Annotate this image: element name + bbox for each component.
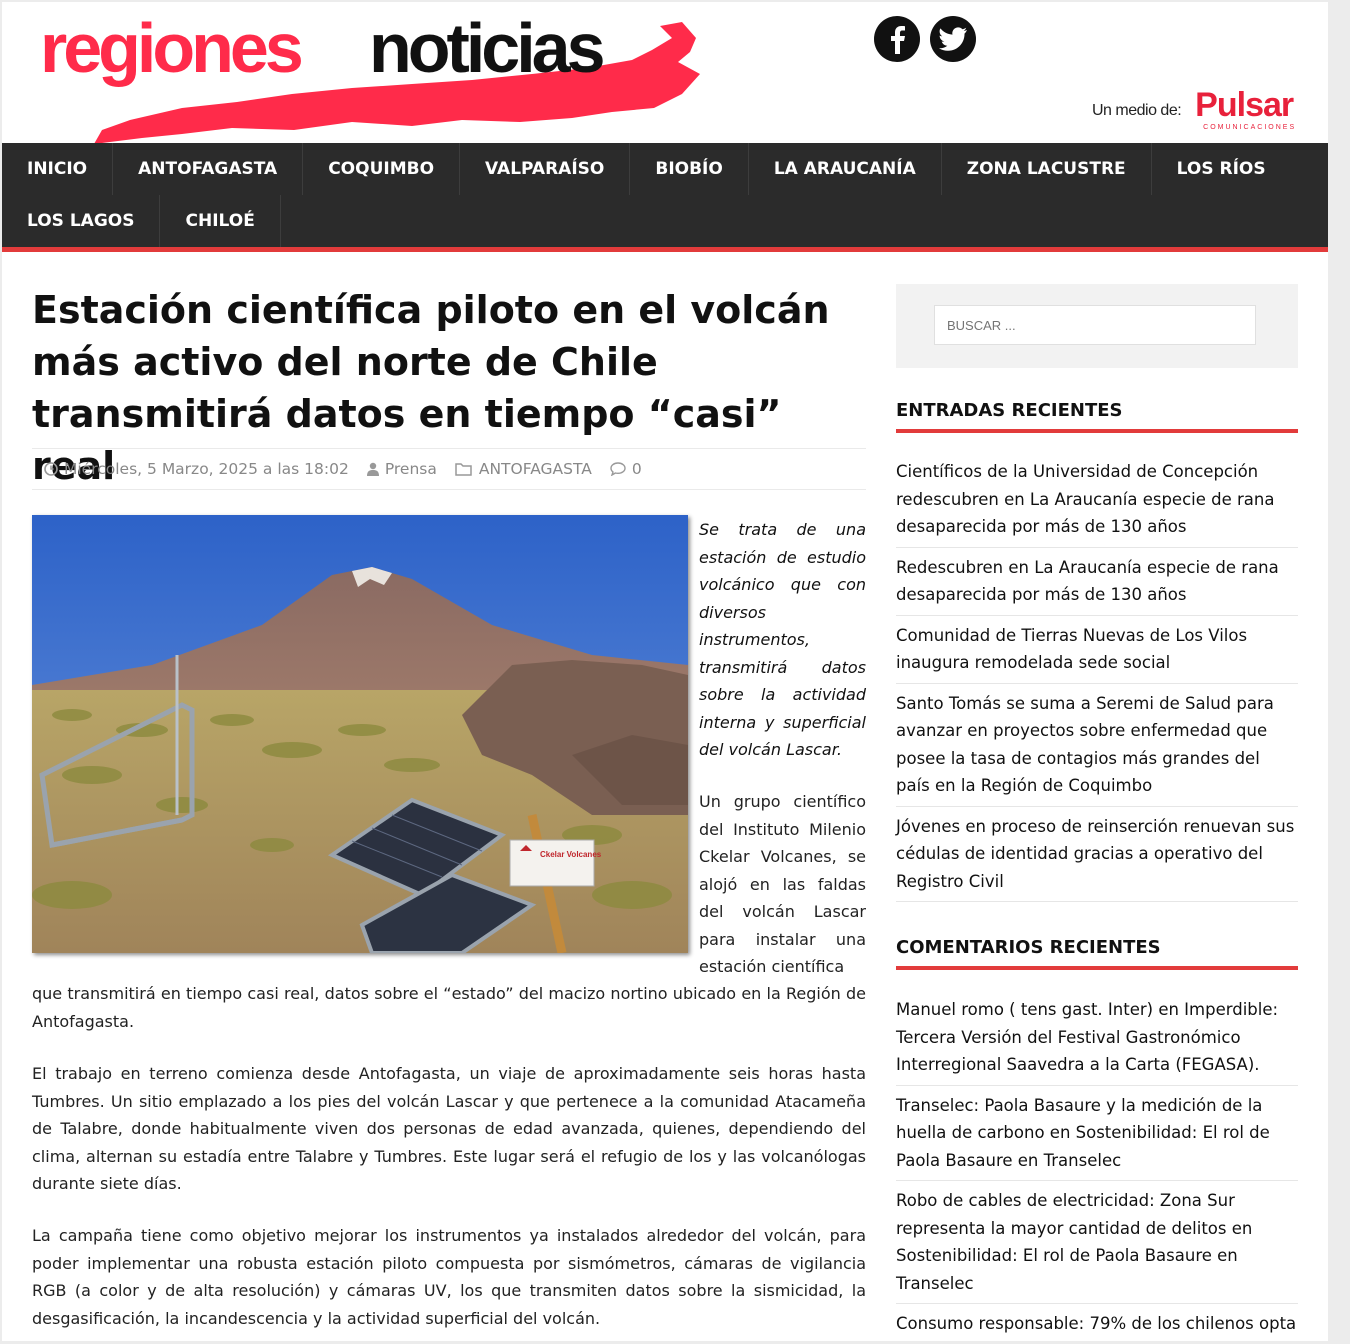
medio-label: Un medio de: bbox=[1092, 102, 1182, 119]
site-logo[interactable] bbox=[32, 2, 712, 144]
article-lede: Se trata de una estación de estudio volcánico que con diversos instrumentos, transmitirá datos sobre la actividad interna y superficial del volcán Lascar. bbox=[699, 520, 866, 759]
folder-icon bbox=[455, 462, 473, 476]
recent-comment-link[interactable]: Consumo responsable: 79% de los chilenos opta bbox=[896, 1314, 1297, 1333]
facebook-icon[interactable] bbox=[874, 16, 920, 62]
medio-attribution bbox=[1092, 88, 1305, 134]
article-paragraph-2: El trabajo en terreno comienza desde Antofagasta, un viaje de aproximadamente seis horas hasta Tumbres. Un sitio emplazado a los pies del volcán Lascar y que pertenece a la comunidad Atacameña de Talabre, donde habitualmente viven dos personas de edad avanzada, quienes, dependiendo del clima, alternan su estadía entre Talabre y Tumbres. Este lugar será el refugio de los y las volcanólogas durante siete días. bbox=[32, 1064, 866, 1193]
recent-post-link[interactable]: Redescubren en La Araucanía especie de rana desaparecida por más de 130 años bbox=[896, 548, 1298, 616]
article-paragraph-1-cont: que transmitirá en tiempo casi real, datos sobre el “estado” del macizo nortino ubicado en la Región de Antofagasta. bbox=[32, 984, 866, 1031]
social-links bbox=[874, 16, 976, 62]
article-photo[interactable] bbox=[32, 515, 688, 953]
main-nav bbox=[2, 143, 1328, 252]
photo-sign-text: Ckelar Volcanes bbox=[540, 850, 602, 859]
clock-icon bbox=[44, 462, 58, 476]
recent-comment-link[interactable]: Manuel romo ( tens gast. Inter) en Imperdible: Tercera Versión del Festival Gastronómico Interregional Saavedra a la Carta (FEGASA). bbox=[896, 990, 1298, 1086]
search-input[interactable] bbox=[934, 305, 1256, 345]
nav-item-inicio[interactable]: INICIO bbox=[2, 143, 113, 195]
nav-item-antofagasta[interactable]: ANTOFAGASTA bbox=[113, 143, 303, 195]
nav-item-coquimbo[interactable]: COQUIMBO bbox=[303, 143, 460, 195]
recent-comments-heading: COMENTARIOS RECIENTES bbox=[896, 937, 1298, 970]
recent-comment-link[interactable]: Robo de cables de electricidad: Zona Sur representa la mayor cantidad de delitos en Sostenibilidad: El rol de Paola Basaure en Transelec bbox=[896, 1181, 1298, 1304]
logo-word-regiones: regiones bbox=[40, 9, 300, 87]
meta-date-text: Miércoles, 5 Marzo, 2025 a las 18:02 bbox=[64, 460, 349, 478]
comment-icon bbox=[610, 462, 626, 476]
pulsar-word: Pulsar bbox=[1195, 86, 1294, 124]
meta-author-text: Prensa bbox=[384, 460, 437, 478]
recent-posts-heading: ENTRADAS RECIENTES bbox=[896, 400, 1298, 433]
recent-post-link[interactable]: Jóvenes en proceso de reinserción renuevan sus cédulas de identidad gracias a operativo del Registro Civil bbox=[896, 807, 1298, 903]
twitter-icon[interactable] bbox=[930, 16, 976, 62]
logo-word-noticias: noticias bbox=[369, 9, 602, 87]
nav-item-la-araucania[interactable]: LA ARAUCANÍA bbox=[749, 143, 942, 195]
recent-post-link[interactable]: Santo Tomás se suma a Seremi de Salud para avanzar en proyectos sobre enfermedad que posee la tasa de contagios más grandes del país en la Región de Coquimbo bbox=[896, 684, 1298, 807]
nav-item-zona-lacustre[interactable]: ZONA LACUSTRE bbox=[942, 143, 1152, 195]
article-meta bbox=[32, 448, 866, 490]
article-paragraph-1-side: Un grupo científico del Instituto Milenio Ckelar Volcanes, se alojó en las faldas del volcán Lascar para instalar una estación científica bbox=[699, 792, 866, 976]
meta-author[interactable] bbox=[367, 460, 437, 478]
meta-comments[interactable] bbox=[610, 460, 642, 478]
recent-post-link[interactable]: Comunidad de Tierras Nuevas de Los Vilos inaugura remodelada sede social bbox=[896, 616, 1298, 684]
recent-comments-list bbox=[896, 990, 1298, 1344]
nav-item-los-lagos[interactable]: LOS LAGOS bbox=[2, 195, 160, 247]
nav-row-2 bbox=[2, 195, 281, 247]
article-paragraph-3: La campaña tiene como objetivo mejorar los instrumentos ya instalados alrededor del volcán, para poder implementar una robusta estación piloto compuesta por sismómetros, cámaras de vigilancia RGB (a color y de alta resolución) y cámaras UV, los que transmiten datos sobre la sismicidad, la desgasificación, la incandescencia y la actividad superficial del volcán. bbox=[32, 1226, 866, 1328]
user-icon bbox=[367, 462, 379, 476]
meta-date bbox=[44, 460, 349, 478]
search-widget bbox=[896, 284, 1298, 368]
meta-comments-count: 0 bbox=[631, 460, 642, 478]
meta-category[interactable] bbox=[455, 460, 592, 478]
nav-item-chiloe[interactable]: CHILOÉ bbox=[160, 195, 280, 247]
pulsar-logo[interactable] bbox=[1195, 88, 1305, 134]
nav-item-los-rios[interactable]: LOS RÍOS bbox=[1176, 159, 1266, 179]
pulsar-sub: COMUNICACIONES bbox=[1203, 124, 1297, 131]
article-title: Estación científica piloto en el volcán más activo del norte de Chile transmitirá datos en tiempo “casi” real bbox=[32, 288, 830, 488]
nav-item-biobio[interactable]: BIOBÍO bbox=[630, 143, 748, 195]
recent-posts-list bbox=[896, 452, 1298, 902]
meta-category-text: ANTOFAGASTA bbox=[478, 460, 592, 478]
nav-row-1 bbox=[2, 143, 1291, 195]
nav-item-valparaiso[interactable]: VALPARAÍSO bbox=[460, 143, 630, 195]
recent-post-link[interactable]: Científicos de la Universidad de Concepción redescubren en La Araucanía especie de rana desaparecida por más de 130 años bbox=[896, 452, 1298, 548]
page bbox=[2, 2, 1328, 1341]
recent-comment-link[interactable]: Transelec: Paola Basaure y la medición de la huella de carbono en Sostenibilidad: El rol de Paola Basaure en Transelec bbox=[896, 1086, 1298, 1182]
